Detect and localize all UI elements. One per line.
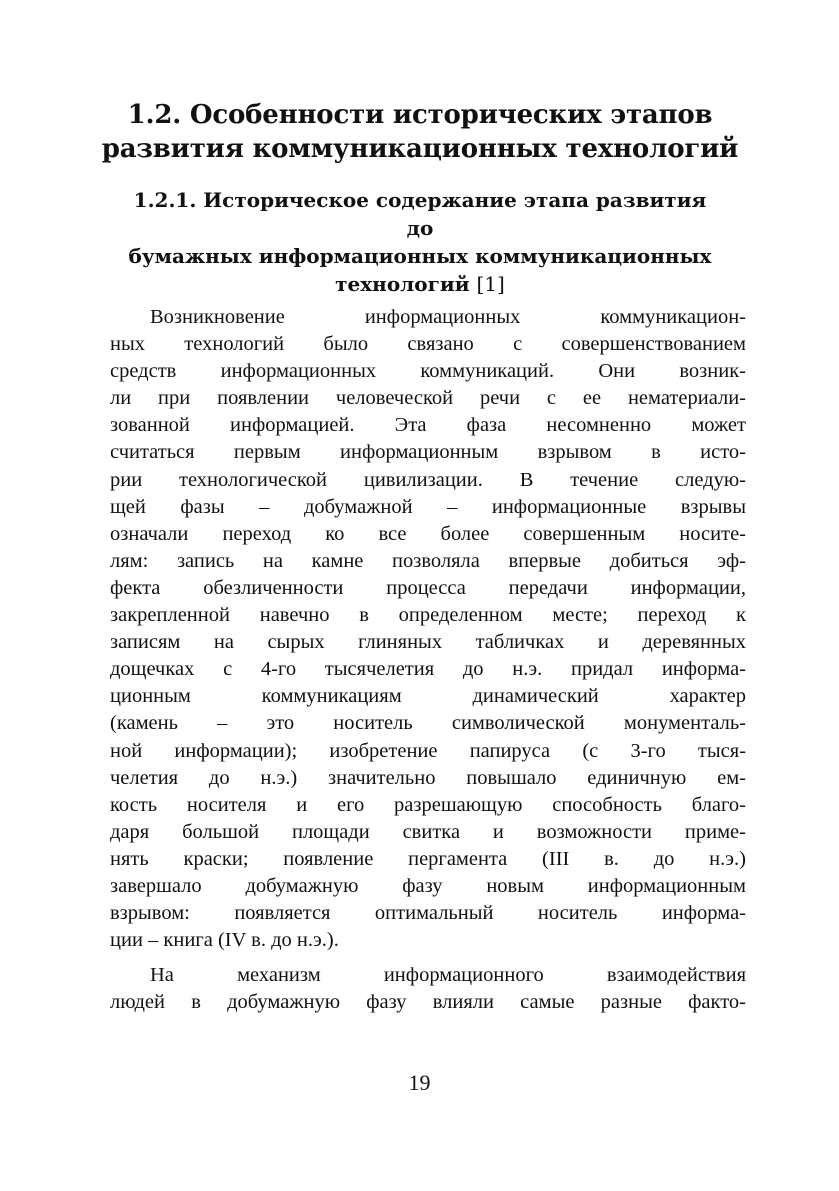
text-line: рии технологической цивилизации. В течение следую- [110, 468, 746, 491]
text-line: средств информационных коммуникаций. Они возник- [110, 360, 746, 383]
text-line: завершало добумажную фазу новым информационным [110, 874, 746, 897]
text-line: щей фазы – добумажной – информационные взрывы [110, 495, 746, 518]
text-line: записям на сырых глиняных табличках и деревянных [110, 631, 746, 654]
text-line: зованной информацией. Эта фаза несомненно может [110, 414, 746, 437]
text-line: означали переход ко все более совершенным носите- [110, 522, 746, 545]
text-line: ных технологий было связано с совершенствованием [110, 333, 746, 356]
page-number: 19 [408, 1070, 431, 1095]
subsection-heading-line-1: 1.2.1. Историческое содержание этапа развития до [133, 188, 707, 240]
text-line: (камень – это носитель символической монументаль- [110, 712, 746, 735]
text-line: нять краски; появление пергамента (III в. до н.э.) [110, 847, 746, 870]
section-heading [100, 98, 740, 166]
paragraph-1 [110, 304, 746, 954]
subsection-heading-line-3: технологий [335, 272, 470, 296]
paragraph-2 [110, 962, 746, 1016]
section-heading-line-2: развития коммуникационных технологий [101, 134, 739, 164]
citation-reference: [1] [476, 272, 505, 296]
text-line: Возникновение информационных коммуникацион- [150, 306, 746, 328]
text-line: даря большой площади свитка и возможности приме- [110, 820, 746, 843]
text-line: челетия до н.э.) значительно повышало единичную ем- [110, 766, 746, 789]
section-heading-line-1: 1.2. Особенности исторических этапов [127, 100, 713, 130]
text-line: ли при появлении человеческой речи с ее нематериали- [110, 387, 746, 410]
text-line: ции – книга (IV в. до н.э.). [110, 929, 339, 952]
text-line: считаться первым информационным взрывом в исто- [110, 441, 746, 464]
subsection-heading-line-2: бумажных информационных коммуникационных [128, 244, 712, 268]
text-line: ной информации); изобретение папируса (с 3-го тыся- [110, 739, 746, 762]
body-text [110, 304, 746, 1016]
text-line: ционным коммуникациям динамический характер [110, 685, 746, 708]
text-line: кость носителя и его разрешающую способность благо- [110, 793, 746, 816]
text-line: лям: запись на камне позволяла впервые добиться эф- [110, 549, 746, 572]
text-line: дощечках с 4-го тысячелетия до н.э. придал информа- [110, 658, 746, 681]
subsection-heading [118, 186, 722, 298]
text-line: взрывом: появляется оптимальный носитель информа- [110, 902, 746, 925]
text-line: фекта обезличенности процесса передачи информации, [110, 576, 746, 599]
text-line: На механизм информационного взаимодействия [150, 964, 746, 987]
text-line: людей в добумажную фазу влияли самые разные факто- [110, 991, 746, 1014]
text-line: закрепленной навечно в определенном месте; переход к [110, 604, 746, 627]
